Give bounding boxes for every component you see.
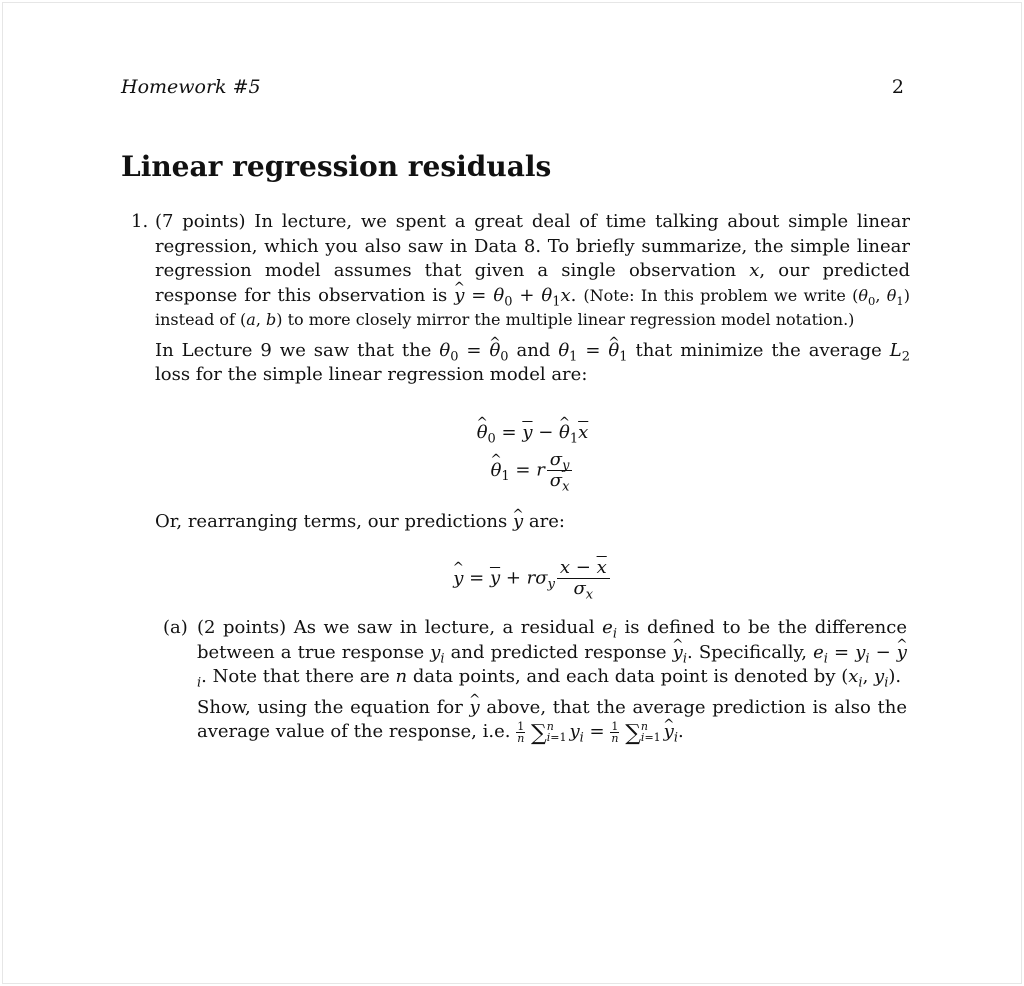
part-a-show-text-1: Show, using the equation for <box>197 696 463 718</box>
part-a-text-2: is defined to be the difference between a true response <box>197 617 907 663</box>
rearrange-text-2: are: <box>528 511 565 532</box>
theta0-equation: θ $\^{}_0 = \overline{y} - \theta$ $\^{}_1\overline{x}$ <box>155 422 910 443</box>
lecture-text-and: and <box>516 339 551 361</box>
part-a-label: (a) <box>163 617 188 638</box>
running-header-title: Homework #5 <box>121 76 261 98</box>
page-number: 2 <box>891 76 904 98</box>
part-a-text-5: . Note that there are <box>201 666 390 687</box>
prediction-equation: y ^ = $\overline{y} + r\sigma_y$ $\frac{x - \overline{x}}{\sigma_x}$ <box>155 558 910 599</box>
note-text-3: to more closely mirror the multiple linear regression model notation.) <box>287 310 855 329</box>
theta1-equation: θ $\^{}_1 = r$ $\frac{\sigma_y}{\sigma_x}$ <box>155 450 910 491</box>
part-a-text-1: As we saw in lecture, a residual <box>293 617 595 638</box>
intro-text-2: , our predicted response for this observation is <box>155 260 910 306</box>
problem-points: (7 points) <box>155 211 246 232</box>
note-text-2: instead of <box>155 310 235 329</box>
part-a-text-4: . Specifically, <box>687 641 807 663</box>
part-a-text-6: data points, and each data point is denoted by <box>412 666 836 687</box>
intro-text-1: In lecture, we spent a great deal of time talking about simple linear regression, which you also saw in Data 8. To briefly summarize, the simple linear regression model assumes that given a single observation <box>155 211 910 281</box>
lecture-text-1: In Lecture 9 we saw that the <box>155 339 432 361</box>
part-a-points: (2 points) <box>197 617 287 638</box>
section-title: Linear regression residuals <box>121 150 552 183</box>
part-a-paragraph: (2 points) As we saw in lecture, a residual $e_i$ is defined to be the difference between a true response $y_i$ and predicted response y $\^{}_i$. Specifically, $e_i = y_i - y$ $\^{}_i$. Note that there are n data points, and each data point is denoted by ($x_i$, $y_i$). <box>197 616 907 690</box>
part-a-text-3: and predicted response <box>450 641 667 663</box>
intro-paragraph: (7 points) In lecture, we spent a great deal of time talking about simple linear regression, which you also saw in Data 8. To briefly summarize, the simple linear regression model assumes that given a single observation x, our predicted response for this observation is y ^ = $\theta_0 + \theta_1x$. (Note: In this problem we write ($\theta_0$, $\theta_1$) instead of (a, b) to more closely mirror the multiple linear regression model notation.) <box>155 210 910 333</box>
problem-number: 1. <box>131 211 149 232</box>
part-a-show-paragraph: Show, using the equation for y ^ above, that the average prediction is also the average value of the response, i.e. $\frac{1}{n}$ ∑ n i=1 $y_i$ = $\frac{1}{n}$ ∑ n i=1 y $\^{}_i$. <box>197 696 907 747</box>
note-text-1: (Note: In this problem we write <box>583 285 846 305</box>
part-a-show-text-2: above, that the average prediction is also the average value of the response, i.e. <box>197 696 907 742</box>
lecture-text-3: loss for the simple linear regression model are: <box>155 364 588 385</box>
rearrange-text-1: Or, rearranging terms, our predictions <box>155 511 508 532</box>
lecture-text-2: that minimize the average <box>635 339 882 361</box>
part-a-body <box>197 616 907 747</box>
rearrange-paragraph: Or, rearranging terms, our predictions y ^ are: <box>155 510 910 535</box>
lecture-paragraph: In Lecture 9 we saw that the $\theta_0 = \theta$ $\^{}_0$ and $\theta_1 = \theta$ $\^{}_1$ that minimize the average $L_2$ loss for the simple linear regression model are: <box>155 339 910 388</box>
problem-body <box>155 210 910 388</box>
